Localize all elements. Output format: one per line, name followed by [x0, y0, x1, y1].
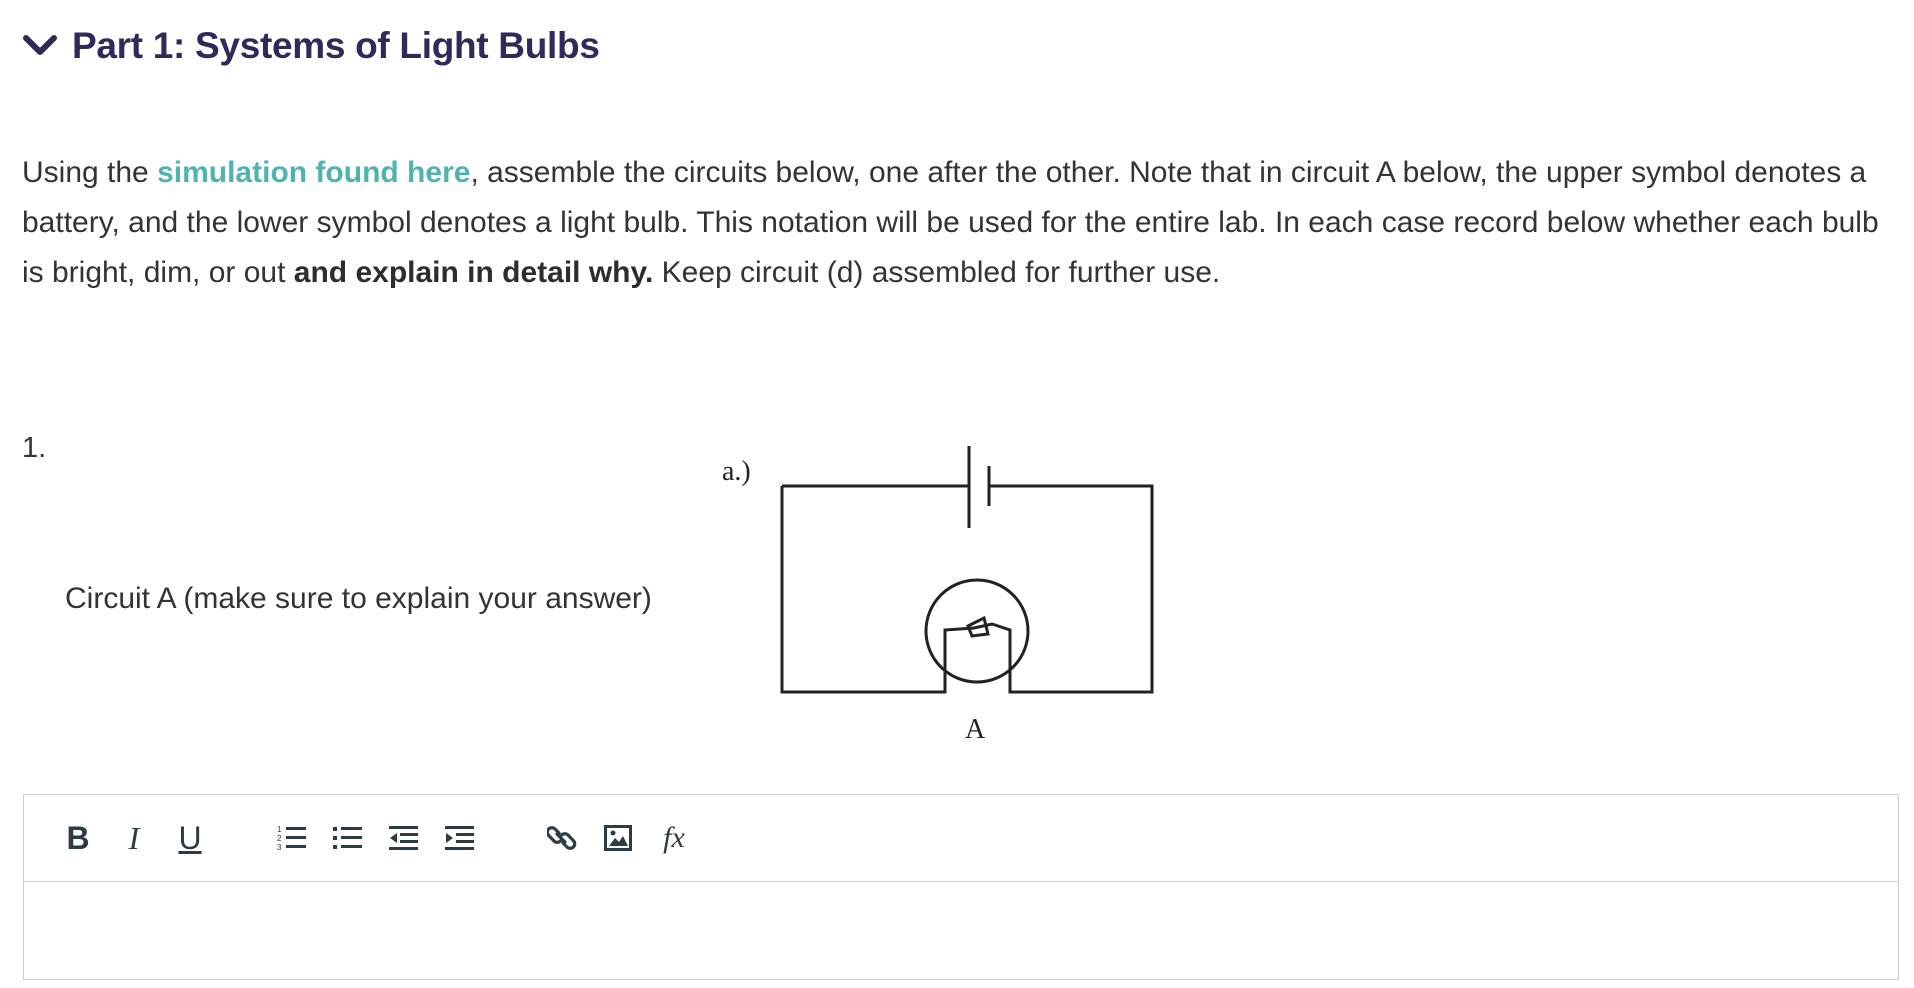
underline-button[interactable]	[168, 816, 212, 860]
intro-text-end: Keep circuit (d) assembled for further use.	[653, 256, 1221, 289]
circuit-part-label: a.)	[722, 456, 751, 487]
editor-toolbar	[24, 795, 1898, 882]
indent-icon	[445, 824, 475, 852]
circuit-a-diagram	[712, 440, 1192, 750]
chevron-down-icon[interactable]	[22, 33, 58, 59]
link-icon	[547, 824, 577, 852]
bulb-glass	[926, 580, 1028, 682]
formula-icon: fx	[663, 821, 685, 854]
svg-text:3: 3	[277, 843, 282, 852]
bulb-label: A	[965, 714, 986, 745]
outdent-button[interactable]	[382, 816, 426, 860]
question-prompt: Circuit A (make sure to explain your answer)	[65, 582, 652, 615]
section-title: Part 1: Systems of Light Bulbs	[72, 25, 600, 66]
bold-button[interactable]	[56, 816, 100, 860]
ordered-list-icon	[277, 824, 307, 852]
question-number: 1.	[22, 432, 47, 464]
insert-image-button[interactable]	[596, 816, 640, 860]
unordered-list-icon	[333, 824, 363, 852]
svg-text:2: 2	[277, 834, 282, 843]
ordered-list-button[interactable]	[270, 816, 314, 860]
insert-formula-button[interactable]	[652, 816, 696, 860]
indent-button[interactable]	[438, 816, 482, 860]
answer-text-area[interactable]	[24, 882, 1898, 980]
intro-paragraph	[22, 148, 1882, 298]
unordered-list-button[interactable]	[326, 816, 370, 860]
italic-button[interactable]	[112, 816, 156, 860]
simulation-link[interactable]: simulation found here	[157, 156, 471, 189]
italic-label: I	[128, 819, 140, 856]
image-icon	[604, 825, 632, 851]
bold-label: B	[66, 819, 90, 856]
outdent-icon	[389, 824, 419, 852]
svg-text:1: 1	[277, 825, 282, 834]
insert-link-button[interactable]	[540, 816, 584, 860]
intro-text-middle: , assemble the circuits below, one after the other. Note that in circuit A below, the upper symbol denotes a battery, and the lower symbol denotes a light bulb. This notation will be used for the entire lab. In each case record below whether each bulb is bright, dim, or out	[22, 156, 1879, 289]
underline-label: U	[178, 819, 202, 856]
section-header[interactable]	[22, 26, 600, 66]
circuit-wire	[782, 486, 1152, 692]
intro-bold-text: and explain in detail why.	[293, 256, 654, 289]
intro-text-start: Using the	[22, 156, 158, 189]
answer-editor	[23, 794, 1899, 980]
